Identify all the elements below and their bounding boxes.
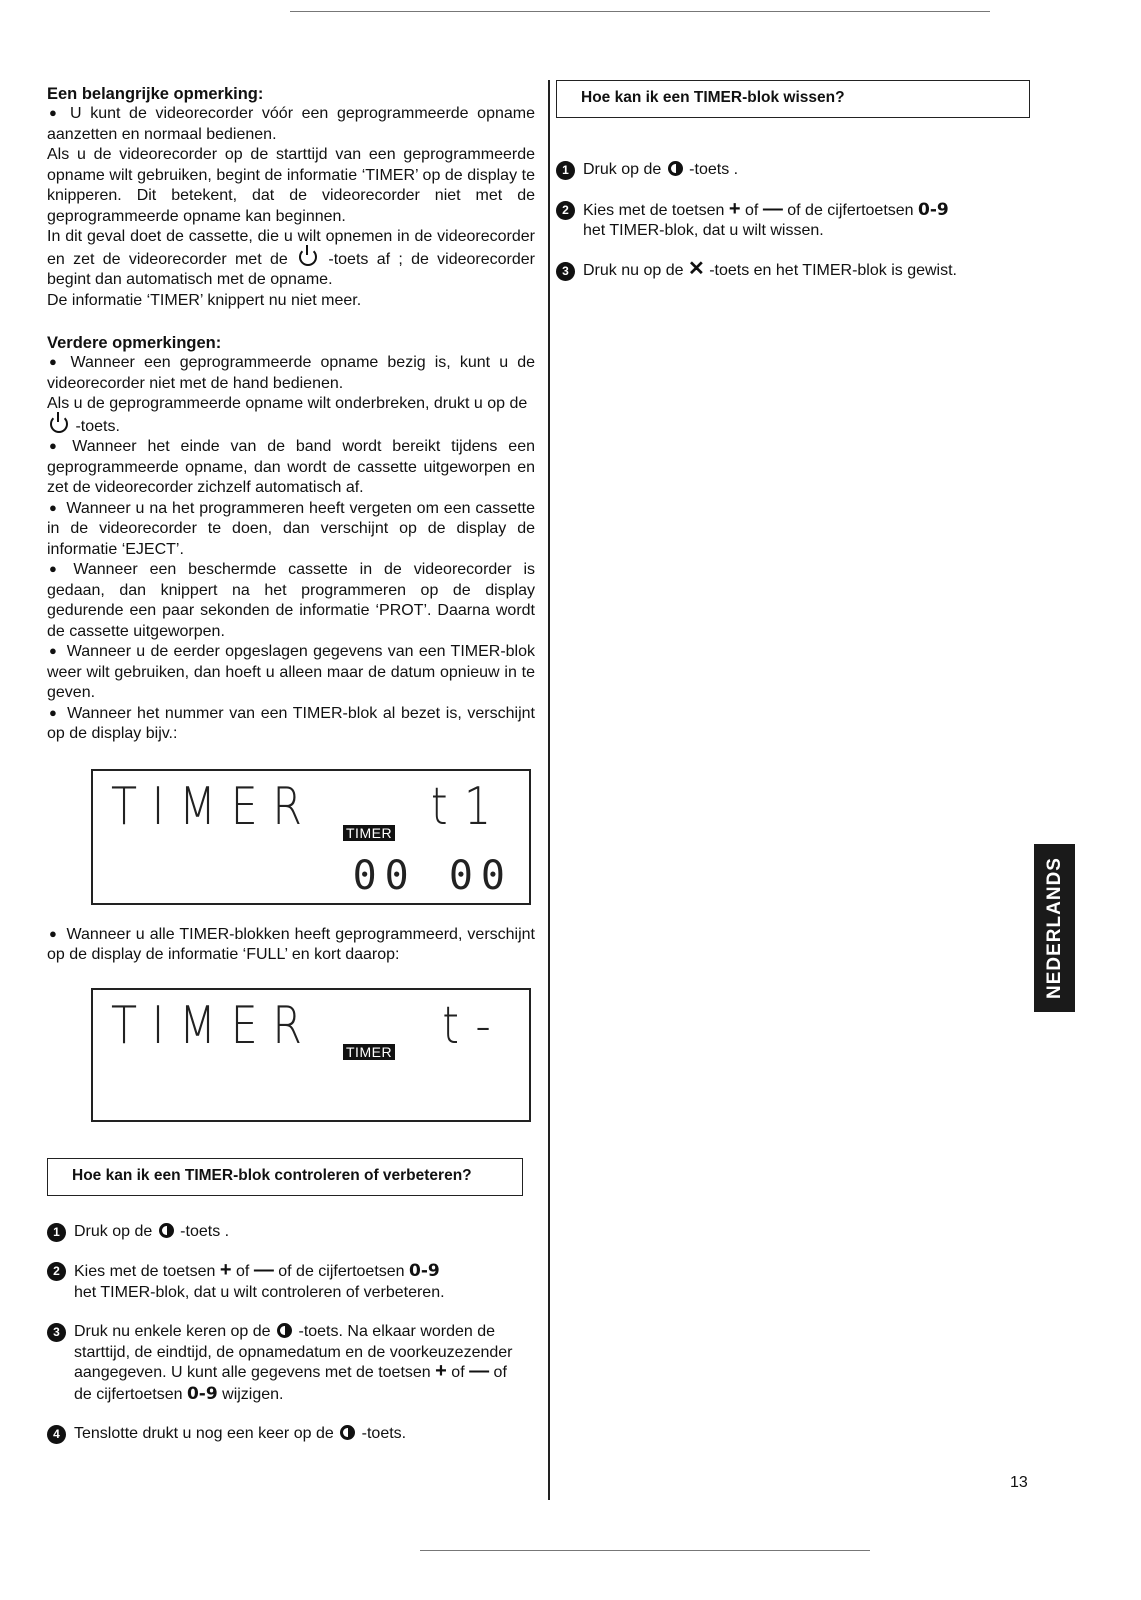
power-icon (50, 415, 68, 433)
display-digits: 00 00 (352, 852, 513, 899)
digit-keys: 0-9 (918, 199, 949, 220)
minus-key-icon: — (469, 1360, 490, 1382)
step-number-3: 3 (47, 1323, 66, 1342)
important-note-p3b: -toets af ; de videorecorder begint dan automatisch met de opname. (47, 250, 536, 288)
check-step-3-of: of (451, 1364, 465, 1381)
erase-step-2-b: of de cijfertoetsen (787, 201, 914, 219)
further-note-b1b (47, 394, 535, 437)
erase-step-1-b: -toets . (689, 161, 739, 178)
check-step-2 (47, 1261, 535, 1303)
check-step-1-b: -toets . (180, 1222, 230, 1240)
timer-key-icon (277, 1323, 292, 1338)
check-step-3 (47, 1322, 535, 1405)
check-step-3-a: Druk nu enkele keren op de (74, 1323, 271, 1340)
check-step-2-b: of de cijfertoetsen (278, 1263, 405, 1280)
further-note-b2: ● Wanneer het einde van de band wordt bereikt tijdens een geprogrammeerde opname, dan wordt de cassette uitgeworpen en zet de videorecorder zichzelf automatisch af. (47, 437, 535, 499)
step-number-4: 4 (47, 1425, 66, 1444)
erase-step-3 (556, 257, 1046, 282)
erase-step-1 (556, 160, 1046, 181)
erase-step-1-a: Druk op de (583, 161, 662, 178)
further-note-b4: ● Wanneer een beschermde cassette in de videorecorder is gedaan, dan knippert na het programmeren op de display gedurende een paar sekonden de informatie ‘PROT’. Daarna wordt de cassette uitgeworpen. (47, 560, 535, 642)
check-step-2-of: of (236, 1263, 250, 1280)
check-step-3-d: wijzigen. (222, 1385, 284, 1403)
column-divider (548, 80, 550, 1500)
further-note-b6: ● Wanneer het nummer van een TIMER-blok al bezet is, verschijnt op de display bijv.: (47, 704, 535, 745)
display-block-number: t- (442, 995, 507, 1056)
digit-keys: 0-9 (409, 1261, 440, 1281)
further-notes-heading: Verdere opmerkingen: (47, 334, 222, 352)
erase-step-2-a: Kies met de toetsen (583, 201, 725, 219)
important-note-p3a: In dit geval doet de cassette, die u wilt opnemen in de videorecorder en zet de videorecorder met de (47, 228, 535, 268)
display-timer-occupied (91, 769, 531, 905)
erase-step-3-b: -toets en het TIMER-blok is gewist. (709, 261, 957, 279)
timer-key-icon (340, 1425, 355, 1440)
check-step-2-c: het TIMER-blok, dat u wilt controleren of verbeteren. (74, 1283, 445, 1301)
check-step-3-of2: of (493, 1364, 507, 1381)
erase-step-2-c: het TIMER-blok, dat u wilt wissen. (583, 222, 824, 239)
full-note: ● Wanneer u alle TIMER-blokken heeft geprogrammeerd, verschijnt op de display de informatie ‘FULL’ en kort daarop: (47, 925, 535, 966)
further-note-b1c-text: -toets. (75, 417, 120, 435)
plus-key-icon: + (728, 197, 741, 220)
important-note-p4: De informatie ‘TIMER’ knippert nu niet meer. (47, 291, 362, 309)
important-note-p1: ● U kunt de videorecorder vóór een geprogrammeerde opname aanzetten en normaal bedienen. (47, 104, 535, 145)
left-column (47, 84, 535, 1445)
plus-key-icon: + (435, 1360, 447, 1382)
check-step-4-b: -toets. (361, 1425, 407, 1442)
display-main-text: TIMER (111, 995, 317, 1056)
further-note-b1b-text: Als u de geprogrammeerde opname wilt onderbreken, drukt u op de (47, 395, 528, 412)
step-number-2: 2 (556, 201, 575, 220)
step-number-1: 1 (47, 1223, 66, 1242)
check-step-4 (47, 1424, 535, 1445)
erase-step-2 (556, 197, 1046, 242)
step-number-1: 1 (556, 161, 575, 180)
language-tab-label: NEDERLANDS (1043, 857, 1065, 999)
display-block-number: t1 (430, 776, 507, 837)
display-timer-badge: TIMER (343, 825, 395, 841)
timer-key-icon (159, 1223, 174, 1238)
check-step-1-a: Druk op de (74, 1222, 153, 1240)
further-note-b5: ● Wanneer u de eerder opgeslagen gegevens van een TIMER-blok weer wilt gebruiken, dan hoeft u alleen maar de datum opnieuw in te geven. (47, 642, 535, 704)
erase-step-3-a: Druk nu op de (583, 261, 684, 279)
language-tab (1034, 844, 1075, 1012)
erase-step-2-of: of (745, 201, 759, 219)
right-column (556, 80, 1046, 281)
display-timer-full (91, 988, 531, 1122)
scan-line-bottom (420, 1550, 870, 1551)
check-step-1 (47, 1222, 535, 1243)
check-step-4-a: Tenslotte drukt u nog een keer op de (74, 1425, 334, 1442)
digit-keys: 0-9 (186, 1383, 218, 1404)
minus-key-icon: — (253, 1259, 274, 1281)
important-note-heading: Een belangrijke opmerking: (47, 85, 264, 103)
display-main-text: TIMER (111, 776, 317, 837)
step-number-2: 2 (47, 1262, 66, 1281)
power-icon (299, 248, 317, 266)
check-step-3-c: de cijfertoetsen (74, 1385, 183, 1403)
erase-section-heading: Hoe kan ik een TIMER-blok wissen? (556, 80, 1030, 118)
important-note-p3 (47, 227, 535, 291)
step-number-3: 3 (556, 262, 575, 281)
important-note-p2: Als u de videorecorder op de starttijd van een geprogrammeerde opname wilt gebruiken, begint de informatie ‘TIMER’ op de display te knipperen. Dit betekent, dat de videorecorder niet met de geprogrammeerde opname kan beginnen. (47, 146, 535, 225)
check-step-2-a: Kies met de toetsen (74, 1263, 216, 1280)
display-timer-badge: TIMER (343, 1044, 395, 1060)
clear-key-icon: ✕ (687, 257, 705, 280)
minus-key-icon: — (762, 197, 783, 220)
timer-key-icon (668, 161, 683, 176)
check-step-3-b: -toets. Na elkaar worden de starttijd, de eindtijd, de opnamedatum en de voorkeuzezender aangegeven. U kunt alle gegevens met de toetsen (74, 1323, 513, 1381)
plus-key-icon: + (219, 1259, 232, 1281)
further-note-b1: ● Wanneer een geprogrammeerde opname bezig is, kunt u de videorecorder niet met de hand bedienen. (47, 353, 535, 394)
check-section-heading: Hoe kan ik een TIMER-blok controleren of verbeteren? (47, 1158, 523, 1196)
scan-line-top (290, 11, 990, 12)
page-number: 13 (1010, 1474, 1028, 1491)
further-note-b3: ● Wanneer u na het programmeren heeft vergeten om een cassette in de videorecorder te doen, dan verschijnt op de display de informatie ‘EJECT’. (47, 499, 535, 561)
